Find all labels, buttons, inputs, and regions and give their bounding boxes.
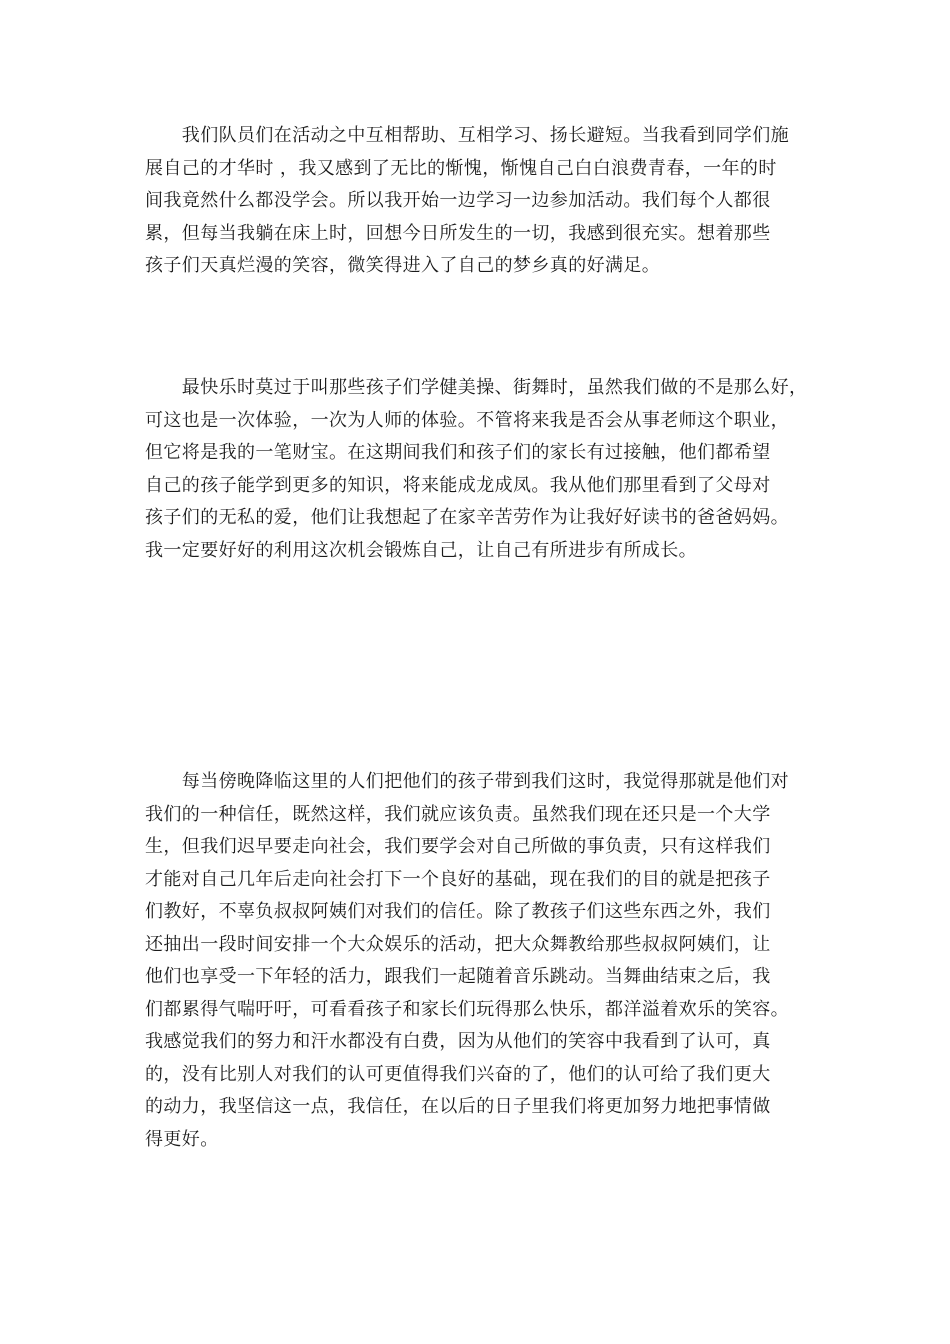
paragraph-line: 但它将是我的一笔财宝。在这期间我们和孩子们的家长有过接触，他们都希望 xyxy=(145,442,771,463)
paragraph-line: 最快乐时莫过于叫那些孩子们学健美操、街舞时，虽然我们做的不是那么好， xyxy=(145,377,808,398)
paragraph-line: 得更好。 xyxy=(145,1128,219,1150)
paragraph-line: 每当傍晚降临这里的人们把他们的孩子带到我们这时，我觉得那就是他们对 xyxy=(145,771,789,792)
paragraph-line: 他们也享受一下年轻的活力，跟我们一起随着音乐跳动。当舞曲结束之后，我 xyxy=(145,966,771,987)
paragraph-line: 生，但我们迟早要走向社会，我们要学会对自己所做的事负责，只有这样我们 xyxy=(145,836,771,857)
paragraph-line: 我感觉我们的努力和汗水都没有白费，因为从他们的笑容中我看到了认可，真 xyxy=(145,1031,771,1052)
paragraph-line: 孩子们天真烂漫的笑容，微笑得进入了自己的梦乡真的好满足。 xyxy=(145,255,661,276)
paragraph-line: 可这也是一次体验，一次为人师的体验。不管将来我是否会从事老师这个职业， xyxy=(145,409,789,431)
paragraph-line: 们教好，不辜负叔叔阿姨们对我们的信任。除了教孩子们这些东西之外，我们 xyxy=(145,901,771,922)
paragraph-line: 自己的孩子能学到更多的知识，将来能成龙成凤。我从他们那里看到了父母对 xyxy=(145,474,771,496)
paragraph-line: 的，没有比别人对我们的认可更值得我们兴奋的了，他们的认可给了我们更大 xyxy=(145,1063,771,1085)
paragraph-line: 间我竟然什么都没学会。所以我开始一边学习一边参加活动。我们每个人都很 xyxy=(145,190,771,211)
paragraph-line: 累，但每当我躺在床上时，回想今日所发生的一切，我感到很充实。想着那些 xyxy=(145,222,771,244)
paragraph-line: 我们队员们在活动之中互相帮助、互相学习、扬长避短。当我看到同学们施 xyxy=(145,125,789,146)
paragraph-line: 我一定要好好的利用这次机会锻炼自己，让自己有所进步有所成长。 xyxy=(145,539,697,561)
paragraph-line: 还抽出一段时间安排一个大众娱乐的活动，把大众舞教给那些叔叔阿姨们，让 xyxy=(145,933,771,955)
paragraph-line: 展自己的才华时 ，我又感到了无比的惭愧，惭愧自己白白浪费青春，一年的时 xyxy=(145,157,777,179)
paragraph-3 xyxy=(145,766,789,1156)
paragraph-line: 孩子们的无私的爱，他们让我想起了在家辛苦劳作为让我好好读书的爸爸妈妈。 xyxy=(145,507,789,528)
paragraph-line: 才能对自己几年后走向社会打下一个良好的基础，现在我们的目的就是把孩子 xyxy=(145,868,771,890)
paragraph-2 xyxy=(145,372,807,567)
paragraph-line: 们都累得气喘吁吁，可看看孩子和家长们玩得那么快乐，都洋溢着欢乐的笑容。 xyxy=(145,998,789,1020)
paragraph-line: 的动力，我坚信这一点，我信任，在以后的日子里我们将更加努力地把事情做 xyxy=(145,1096,771,1117)
paragraph-1 xyxy=(145,120,789,283)
paragraph-line: 我们的一种信任，既然这样，我们就应该负责。虽然我们现在还只是一个大学 xyxy=(145,803,771,825)
